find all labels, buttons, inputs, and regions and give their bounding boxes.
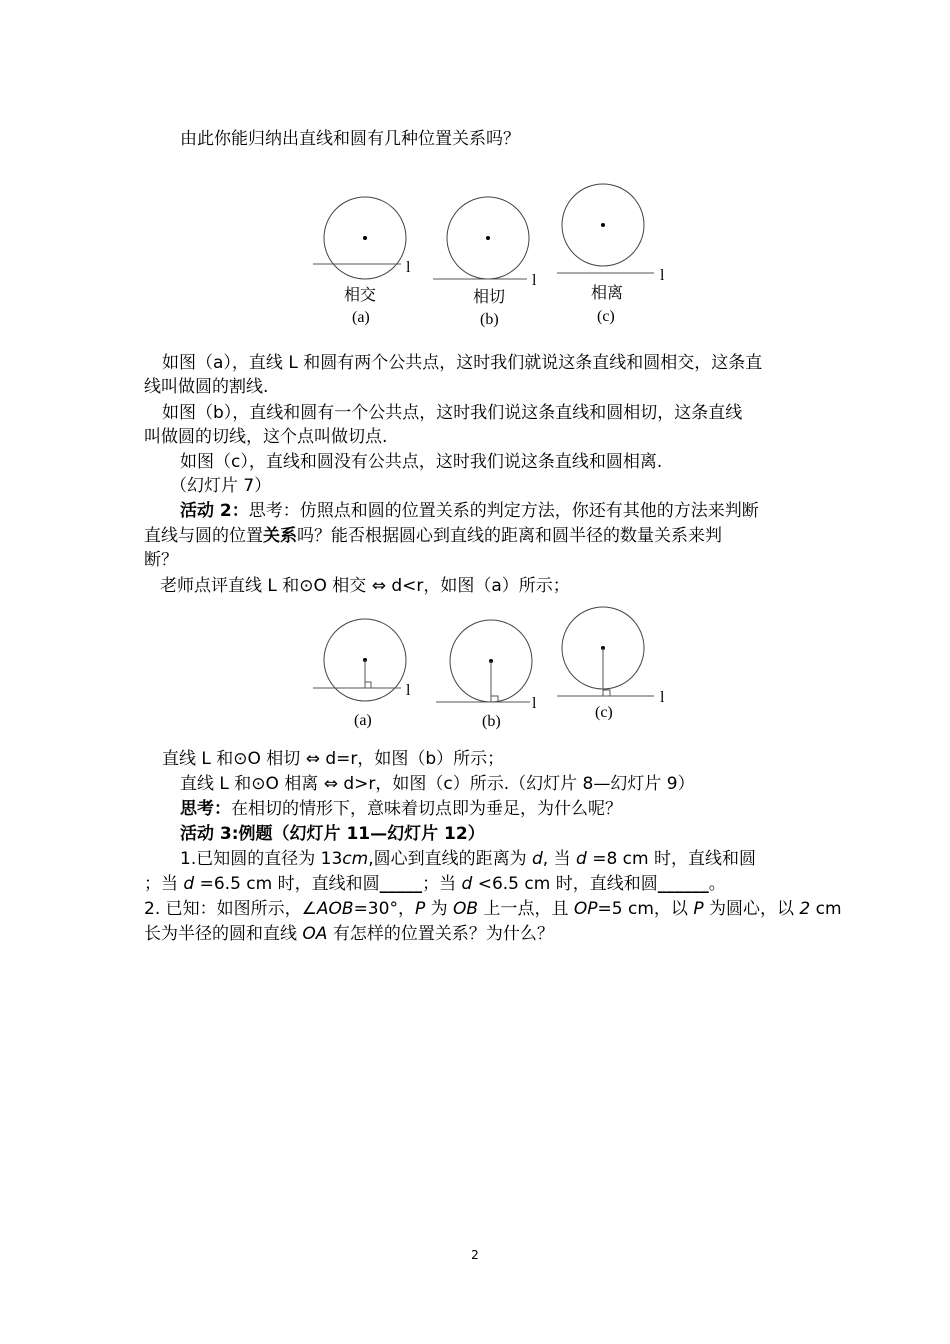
q2-t9: =5 cm，以 bbox=[597, 899, 694, 919]
para-a-line1: 如图（a），直线 L 和圆有两个公共点，这时我们就说这条直线和圆相交，这条直 bbox=[162, 353, 763, 373]
q1-t13: <6.5 cm 时，直线和圆 bbox=[472, 874, 658, 894]
activity3-heading: 活动 3:例题（幻灯片 11—幻灯片 12） bbox=[180, 824, 485, 844]
q1-t6: d bbox=[576, 849, 587, 869]
q2-t1: 2. 已知：如图所示，∠ bbox=[144, 899, 317, 919]
activity2-text1: 思考：仿照点和圆的位置关系的判定方法，你还有其他的方法来判断 bbox=[248, 501, 759, 521]
q2-line1 bbox=[144, 897, 842, 921]
q1-t12: d bbox=[461, 874, 473, 894]
think-text: 在相切的情形下，意味着切点即为垂足，为什么呢？ bbox=[231, 799, 622, 819]
fig1-line-label-b: l bbox=[532, 272, 537, 289]
fig2-line-label-a: l bbox=[406, 682, 411, 699]
q1-t11: ；当 bbox=[422, 874, 462, 894]
q1-t9: d bbox=[183, 874, 195, 894]
slide7-note: （幻灯片 7） bbox=[170, 476, 272, 496]
q1-t4: d bbox=[532, 849, 543, 869]
para-a-line2: 线叫做圆的割线. bbox=[144, 377, 269, 397]
fig2-tag-c: (c) bbox=[595, 704, 613, 721]
think-label: 思考： bbox=[180, 799, 231, 819]
q2-t12: 2 bbox=[799, 899, 811, 919]
fig1-name-b: 相切 bbox=[473, 287, 506, 306]
activity2-label: 活动 2： bbox=[180, 501, 249, 521]
para-b-line2: 叫做圆的切线，这个点叫做切点. bbox=[144, 427, 388, 447]
q1-t2: cm bbox=[342, 849, 369, 869]
fig2-tag-a: (a) bbox=[354, 712, 372, 729]
center-c bbox=[601, 223, 605, 227]
q2-t8: OP bbox=[573, 899, 598, 919]
q2-t3: =30°， bbox=[353, 899, 415, 919]
q1-t14: 。 bbox=[708, 874, 726, 894]
activity2-line3: 断？ bbox=[144, 550, 178, 570]
activity2-line2 bbox=[144, 524, 722, 548]
q2-line2 bbox=[144, 922, 554, 946]
activity2-text2c: 吗？能否根据圆心到直线的距离和圆半径的数量关系来判 bbox=[297, 526, 722, 546]
activity2-line1 bbox=[180, 499, 759, 523]
fig1-tag-a: (a) bbox=[352, 309, 370, 326]
q2-t5: 为 bbox=[425, 899, 454, 919]
q1-blank1: _____ bbox=[379, 874, 423, 894]
fig1-name-a: 相交 bbox=[344, 285, 377, 304]
q2-t10: P bbox=[693, 899, 704, 919]
fig1-line-label-a: l bbox=[406, 259, 411, 276]
think-line bbox=[180, 797, 622, 821]
fig1-tag-c: (c) bbox=[597, 308, 615, 325]
activity2-text2b: 关系 bbox=[263, 526, 297, 546]
q1-line2 bbox=[144, 872, 726, 896]
activity2-text2a: 直线与圆的位置 bbox=[144, 526, 263, 546]
fig1-tag-b: (b) bbox=[480, 311, 499, 328]
q1-t7: =8 cm 时，直线和圆 bbox=[586, 849, 756, 869]
q1-line1 bbox=[180, 847, 756, 871]
q1-t10: =6.5 cm 时，直线和圆 bbox=[194, 874, 380, 894]
tangent-criterion: 直线 L 和⊙O 相切 ⇔ d=r，如图（b）所示； bbox=[162, 749, 505, 769]
intro-question: 由此你能归纳出直线和圆有几种位置关系吗？ bbox=[180, 129, 520, 149]
apart-criterion: 直线 L 和⊙O 相离 ⇔ d>r，如图（c）所示.（幻灯片 8—幻灯片 9） bbox=[180, 774, 695, 794]
q1-blank2: ______ bbox=[657, 874, 709, 894]
q2-t13: cm bbox=[810, 899, 842, 919]
teacher-comment: 老师点评直线 L 和⊙O 相交 ⇔ d<r，如图（a）所示； bbox=[160, 576, 570, 596]
center-b bbox=[486, 236, 490, 240]
q1-t5: , 当 bbox=[542, 849, 577, 869]
page-number: 2 bbox=[471, 1248, 479, 1262]
right-angle-c bbox=[603, 690, 610, 696]
q2-t14: 长为半径的圆和直线 bbox=[144, 924, 303, 944]
q2-t7: 上一点，且 bbox=[478, 899, 574, 919]
q2-t2: AOB bbox=[316, 899, 354, 919]
q1-t1: 1.已知圆的直径为 13 bbox=[180, 849, 343, 869]
fig2-tag-b: (b) bbox=[482, 713, 501, 730]
fig2-line-label-b: l bbox=[532, 695, 537, 712]
para-b-line1: 如图（b），直线和圆有一个公共点，这时我们说这条直线和圆相切，这条直线 bbox=[162, 403, 743, 423]
q2-t15: OA bbox=[302, 924, 328, 944]
q1-t8: ；当 bbox=[144, 874, 184, 894]
q2-t6: OB bbox=[453, 899, 479, 919]
fig1-name-c: 相离 bbox=[591, 283, 624, 302]
right-angle-a bbox=[365, 682, 371, 688]
q2-t16: 有怎样的位置关系？为什么？ bbox=[327, 924, 554, 944]
q2-t4: P bbox=[414, 899, 426, 919]
q2-t11: 为圆心，以 bbox=[703, 899, 800, 919]
q1-t3: ,圆心到直线的距离为 bbox=[368, 849, 532, 869]
fig2-line-label-c: l bbox=[660, 689, 665, 706]
center-a bbox=[363, 236, 367, 240]
para-c: 如图（c），直线和圆没有公共点，这时我们说这条直线和圆相离. bbox=[180, 452, 663, 472]
fig1-line-label-c: l bbox=[660, 267, 665, 284]
